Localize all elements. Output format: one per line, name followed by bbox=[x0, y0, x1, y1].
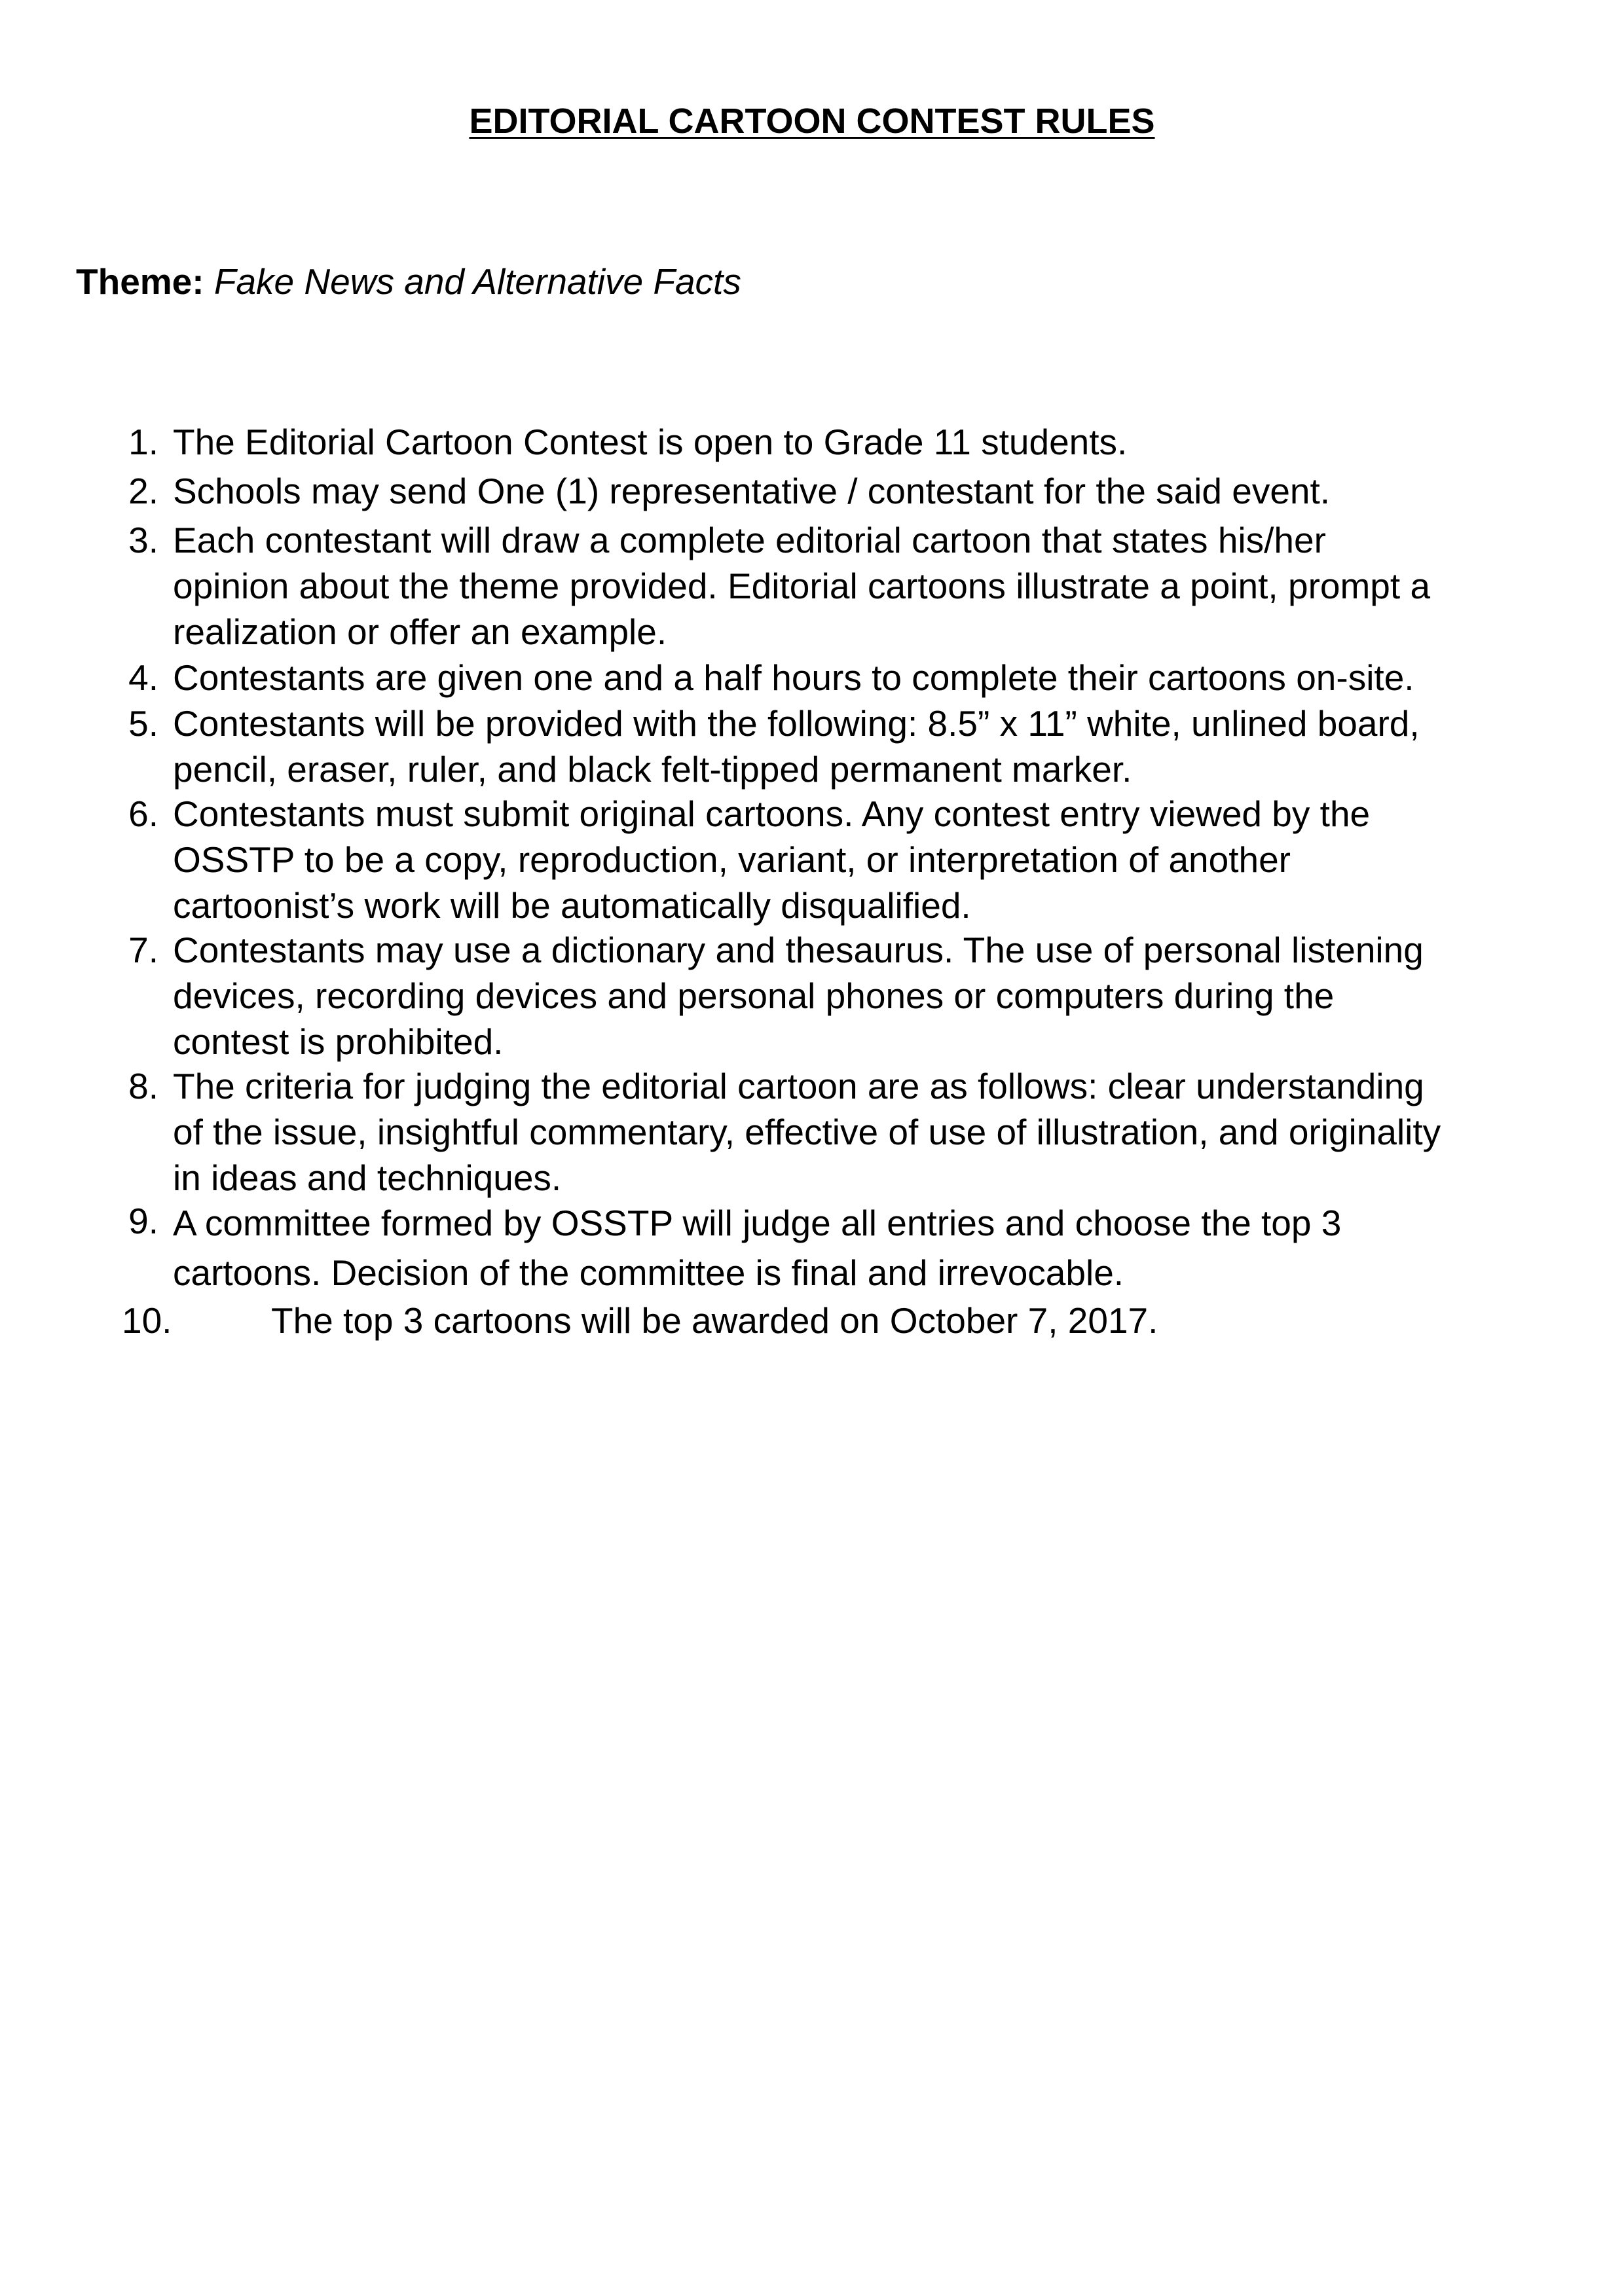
rule-number: 1. bbox=[128, 422, 158, 462]
rule-text: Contestants are given one and a half hours to complete their cartoons on-site. bbox=[173, 657, 1414, 698]
rule-text: The top 3 cartoons will be awarded on October 7, 2017. bbox=[271, 1300, 1158, 1341]
theme-line bbox=[76, 259, 741, 304]
rule-text: Contestants will be provided with the following: 8.5” x 11” white, unlined board, pencil, eraser, ruler, and black felt-tipped permanent marker. bbox=[173, 703, 1420, 790]
rule-number: 8. bbox=[128, 1066, 158, 1106]
document-title-text: EDITORIAL CARTOON CONTEST RULES bbox=[469, 101, 1155, 141]
rule-text: A committee formed by OSSTP will judge all entries and choose the top 3 cartoons. Decision of the committee is final and irrevocable. bbox=[173, 1203, 1342, 1293]
theme-value: Fake News and Alternative Facts bbox=[213, 261, 741, 302]
rule-number: 4. bbox=[128, 657, 158, 698]
rule-text: The Editorial Cartoon Contest is open to Grade 11 students. bbox=[173, 422, 1128, 462]
rule-number: 2. bbox=[128, 471, 158, 511]
rule-number: 10. bbox=[122, 1300, 172, 1341]
document-title bbox=[0, 98, 1624, 144]
rule-text: Schools may send One (1) representative / contestant for the said event. bbox=[173, 471, 1331, 511]
theme-label: Theme: bbox=[76, 261, 204, 302]
rule-text: Contestants must submit original cartoons. Any contest entry viewed by the OSSTP to be a copy, reproduction, variant, or interpretation of another cartoonist’s work will be automatically disqualified. bbox=[173, 793, 1371, 926]
rule-text: Each contestant will draw a complete editorial cartoon that states his/her opinion about the theme provided. Editorial cartoons illustrate a point, prompt a realization or offer an example. bbox=[173, 520, 1431, 652]
rule-number: 7. bbox=[128, 930, 158, 970]
rule-text: The criteria for judging the editorial cartoon are as follows: clear understanding of the issue, insightful commentary, effective of use of illustration, and originality in ideas and techniques. bbox=[173, 1066, 1441, 1198]
rule-number: 3. bbox=[128, 520, 158, 560]
rule-number: 5. bbox=[128, 703, 158, 744]
rule-number: 9. bbox=[128, 1201, 158, 1241]
rule-number: 6. bbox=[128, 793, 158, 834]
rule-text: Contestants may use a dictionary and thesaurus. The use of personal listening devices, recording devices and personal phones or computers during the contest is prohibited. bbox=[173, 930, 1424, 1062]
